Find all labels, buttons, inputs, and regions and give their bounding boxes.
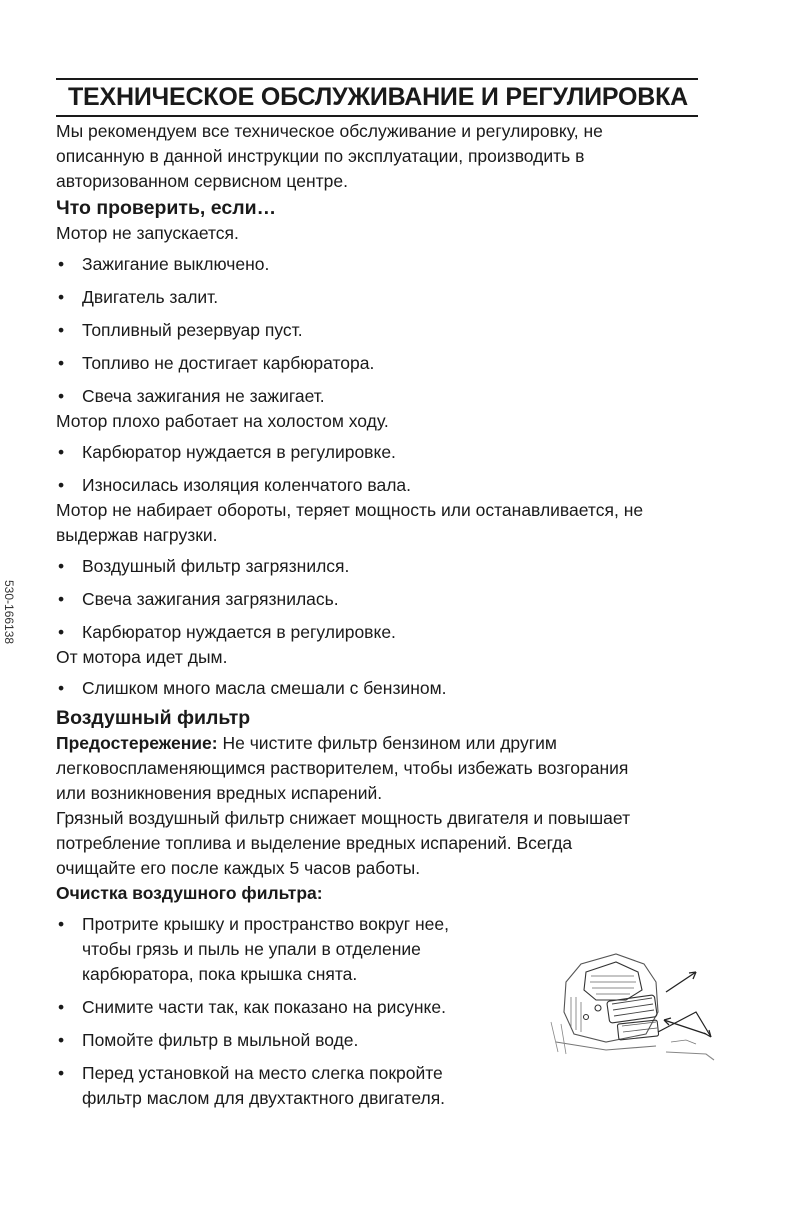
condition-line: От мотора идет дым. — [56, 646, 228, 667]
warning-line: или возникновения вредных испарений. — [56, 782, 383, 803]
body-line: очищайте его после каждых 5 часов работы. — [56, 857, 421, 878]
list-item: • Воздушный фильтр загрязнился. — [56, 554, 700, 579]
bullet-icon: • — [58, 352, 65, 373]
condition-line: Мотор плохо работает на холостом ходу. — [56, 410, 389, 431]
air-filter-illustration — [546, 942, 721, 1067]
bullet-icon: • — [58, 253, 65, 274]
bullet-icon: • — [58, 588, 65, 609]
list-item: • Слишком много масла смешали с бензином. — [56, 676, 700, 701]
bullet-icon: • — [58, 441, 65, 462]
body-line: потребление топлива и выделение вредных испарений. Всегда — [56, 832, 573, 853]
bullet-icon: • — [58, 555, 65, 576]
cleaning-list — [56, 912, 496, 1111]
bullet-icon: • — [58, 1029, 65, 1050]
list-item: • Топливо не достигает карбюратора. — [56, 351, 700, 376]
cleaning-heading: Очистка воздушного фильтра: — [56, 882, 323, 903]
condition-line: Мотор не набирает обороты, теряет мощность или останавливается, не — [56, 499, 644, 520]
intro-paragraph — [56, 119, 700, 194]
list-item: • Износилась изоляция коленчатого вала. — [56, 473, 700, 498]
list-item: • Перед установкой на место слегка покройте фильтр маслом для двухтактного двигателя. — [56, 1061, 496, 1111]
list-item: • Свеча зажигания загрязнилась. — [56, 587, 700, 612]
warning-line: Предостережение: Не чистите фильтр бензином или другим — [56, 732, 557, 753]
document-code: 530-166138 — [2, 580, 16, 645]
list-item: • Зажигание выключено. — [56, 252, 700, 277]
bullet-icon: • — [58, 385, 65, 406]
body-line: Грязный воздушный фильтр снижает мощность двигателя и повышает — [56, 807, 631, 828]
bullet-icon: • — [58, 286, 65, 307]
check-heading: Что проверить, если… — [56, 196, 277, 219]
intro-line: авторизованном сервисном центре. — [56, 170, 348, 191]
intro-line: Мы рекомендуем все техническое обслуживание и регулировку, не — [56, 120, 603, 141]
intro-line: описанную в данной инструкции по эксплуатации, производить в — [56, 145, 585, 166]
bullet-icon: • — [58, 621, 65, 642]
bullet-icon: • — [58, 1062, 65, 1083]
condition-line: выдержав нагрузки. — [56, 524, 218, 545]
page-title: ТЕХНИЧЕСКОЕ ОБСЛУЖИВАНИЕ И РЕГУЛИРОВКА — [67, 83, 689, 111]
warning-line: легковоспламеняющимся растворителем, чтобы избежать возгорания — [56, 757, 629, 778]
list-item: • Протрите крышку и пространство вокруг нее, чтобы грязь и пыль не упали в отделение карбюратора, пока крышка снята. — [56, 912, 496, 987]
condition-line: Мотор не запускается. — [56, 222, 239, 243]
warning-label: Предостережение: — [56, 732, 218, 753]
list-item: • Топливный резервуар пуст. — [56, 318, 700, 343]
title-bottom-rule — [56, 115, 698, 117]
bullet-icon: • — [58, 474, 65, 495]
title-top-rule — [56, 78, 698, 80]
cleaning-section — [56, 912, 700, 1111]
bullet-icon: • — [58, 913, 65, 934]
list-item: • Карбюратор нуждается в регулировке. — [56, 620, 700, 645]
bullet-icon: • — [58, 996, 65, 1017]
list-item: • Помойте фильтр в мыльной воде. — [56, 1028, 496, 1053]
list-item: • Двигатель залит. — [56, 285, 700, 310]
bullet-icon: • — [58, 677, 65, 698]
list-item: • Снимите части так, как показано на рисунке. — [56, 995, 496, 1020]
list-item: • Карбюратор нуждается в регулировке. — [56, 440, 700, 465]
page-content — [56, 78, 700, 1111]
list-item: • Свеча зажигания не зажигает. — [56, 384, 700, 409]
bullet-icon: • — [58, 319, 65, 340]
air-filter-heading: Воздушный фильтр — [56, 706, 251, 729]
